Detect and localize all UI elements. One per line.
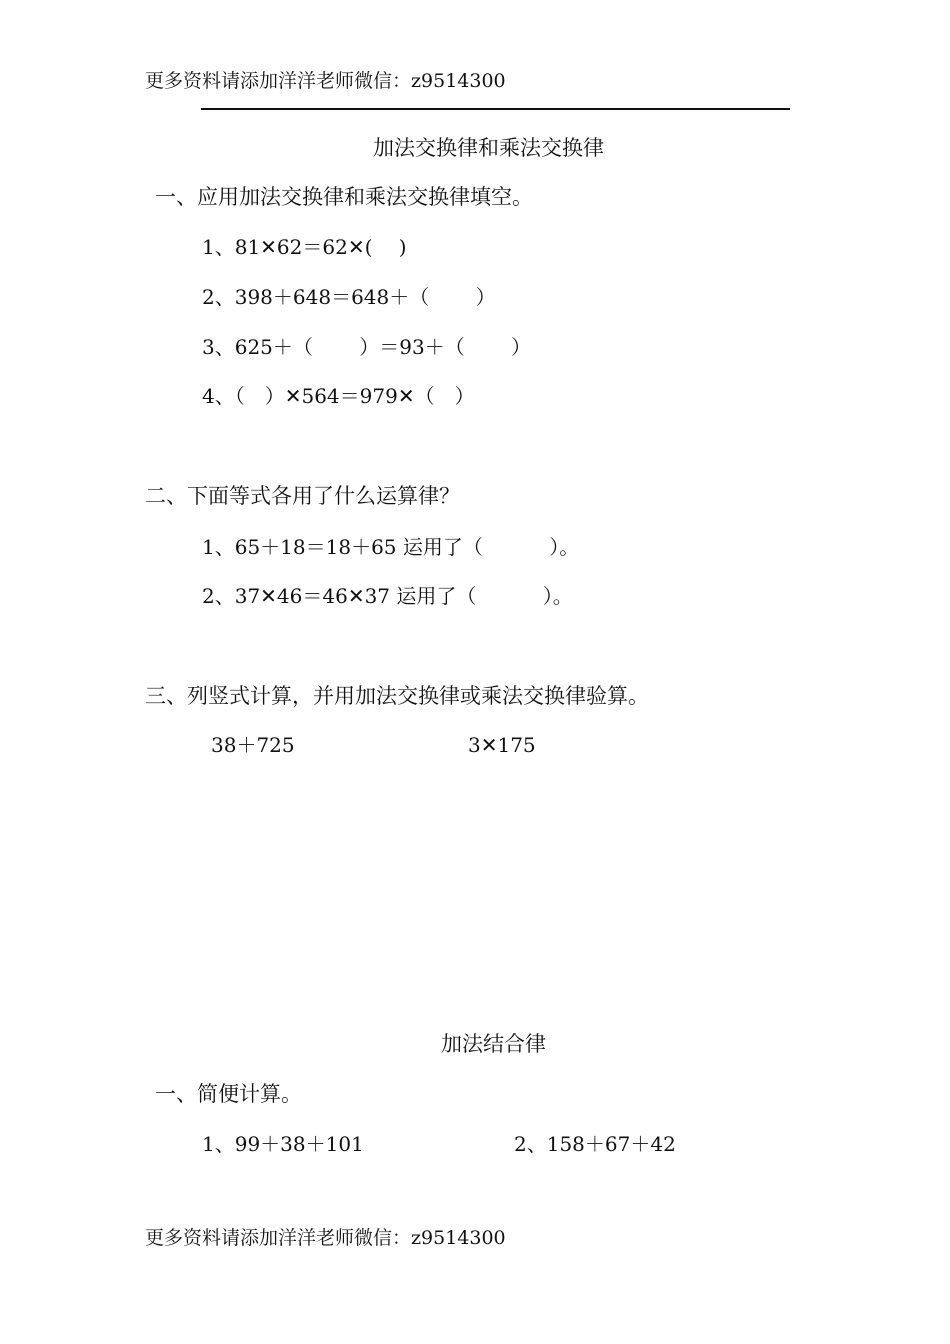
section-heading-which-law: 二、下面等式各用了什么运算律？ xyxy=(145,484,460,508)
which-law-item-1: 1、65＋18＝18＋65 运用了（ ）。 xyxy=(202,535,580,559)
fill-blank-item-4: 4、（ ）✕564＝979✕（ ） xyxy=(202,384,475,408)
simple-calc-problem-1: 1、99＋38＋101 xyxy=(202,1132,364,1156)
worksheet-title-commutative: 加法交换律和乘法交换律 xyxy=(373,136,604,160)
section-heading-simple-calc: 一、简便计算。 xyxy=(155,1082,302,1106)
page-header-text: 更多资料请添加洋洋老师微信：z9514300 xyxy=(145,70,506,92)
which-law-item-2: 2、37✕46＝46✕37 运用了（ ）。 xyxy=(202,584,573,608)
vertical-calc-problem-1: 38＋725 xyxy=(211,733,295,757)
fill-blank-item-3: 3、625＋（ ）＝93＋（ ） xyxy=(202,335,532,359)
header-rule xyxy=(201,108,790,110)
worksheet-title-associative: 加法结合律 xyxy=(441,1032,546,1056)
vertical-calc-problem-2: 3✕175 xyxy=(468,733,536,757)
fill-blank-item-1: 1、81✕62＝62✕( ) xyxy=(202,235,407,259)
simple-calc-problem-2: 2、158＋67＋42 xyxy=(514,1132,676,1156)
page-footer-text: 更多资料请添加洋洋老师微信：z9514300 xyxy=(145,1227,506,1249)
section-heading-vertical-calc: 三、列竖式计算，并用加法交换律或乘法交换律验算。 xyxy=(145,684,649,708)
fill-blank-item-2: 2、398＋648＝648＋（ ） xyxy=(202,285,496,309)
section-heading-fill-blanks: 一、应用加法交换律和乘法交换律填空。 xyxy=(155,185,533,209)
